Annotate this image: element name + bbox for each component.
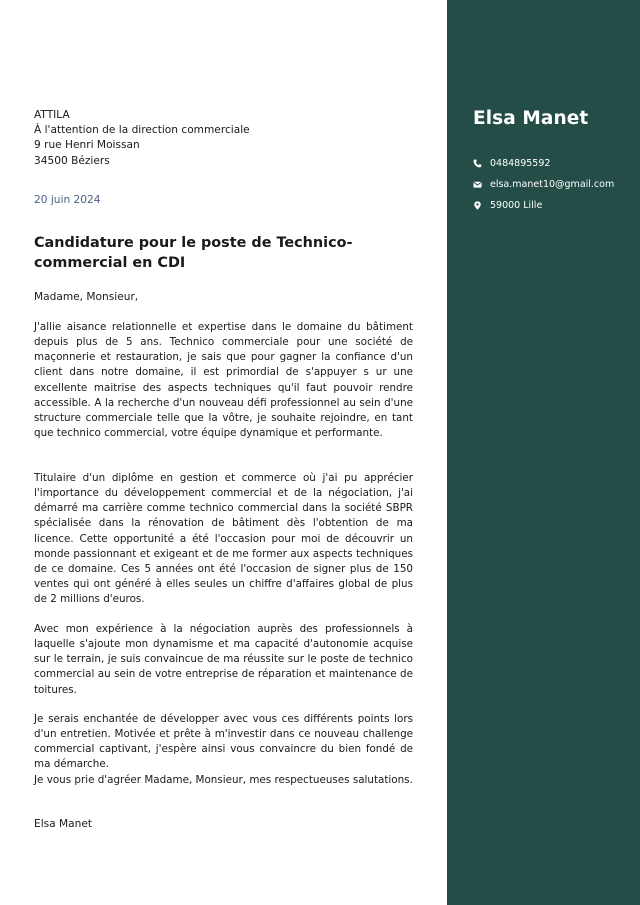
location-pin-icon: [473, 201, 482, 210]
paragraph-3: Avec mon expérience à la négociation auprès des professionnels à laquelle s'ajoute mon dynamisme et ma capacité d'autonomie acquise sur le terrain, je suis convaincue de ma réussite sur le poste de technico commercial au sein de votre entreprise de réparation et maintenance de toitures.: [34, 623, 413, 696]
paragraph-4: Je serais enchantée de développer avec vous ces différents points lors d'un entretien. Motivée et prête à m'investir dans ce nouveau challenge commercial captivant, j'espère ainsi vous convaincre du bien fondé de ma démarche.: [34, 713, 413, 771]
letter-greeting: Madame, Monsieur,: [34, 291, 139, 303]
phone-icon: [473, 159, 482, 168]
envelope-icon: [473, 180, 482, 189]
location-text: 59000 Lille: [490, 199, 543, 211]
contact-phone: [473, 156, 550, 170]
recipient-address: [34, 108, 250, 169]
email-text[interactable]: elsa.manet10@gmail.com: [490, 178, 615, 190]
paragraph-closing: Je vous prie d'agréer Madame, Monsieur, mes respectueuses salutations.: [34, 774, 413, 786]
paragraph-2: Titulaire d'un diplôme en gestion et commerce où j'ai pu apprécier l'importance du développement commercial et de la négociation, j'ai démarré ma carrière comme technico commercial dans la société SBPR spécialisée dans la rénovation de bâtiment dès l'obtention de ma licence. Cette opportunité a été l'occasion pour moi de découvrir un monde passionnant et exigeant et de me former aux aspects techniques de ce domaine. Ces 5 années ont été l'occasion de signer plus de 150 ventes qui ont généré à elles seules un chiffre d'affaires global de plus de 2 millions d'euros.: [34, 472, 413, 606]
contact-location: [473, 198, 542, 212]
recipient-street: 9 rue Henri Moissan: [34, 139, 140, 152]
recipient-attention: À l'attention de la direction commerciale: [34, 124, 250, 137]
signature: Elsa Manet: [34, 818, 93, 830]
paragraph-1: J'allie aisance relationnelle et expertise dans le domaine du bâtiment depuis plus de 5 ans. Technico commerciale pour une société de maçonnerie et restauration, je sais que pour gagner la confiance d'un client dans notre domaine, il est primordial de s'appuyer s ur une excellente maitrise des aspects techniques qu'il faut pouvoir rendre accessible. A la recherche d'un nouveau défi professionnel au sein d'une structure commerciale telle que la vôtre, je souhaite rejoindre, en tant que technico commercial, votre équipe dynamique et performante.: [34, 321, 413, 440]
contact-email: [473, 177, 614, 191]
phone-text[interactable]: 0484895592: [490, 157, 551, 169]
letter-date: 20 juin 2024: [34, 194, 101, 206]
letter-subject: Candidature pour le poste de Technico-commercial en CDI: [34, 235, 353, 271]
recipient-city: 34500 Béziers: [34, 154, 110, 167]
recipient-company: ATTILA: [34, 109, 70, 121]
sender-name: Elsa Manet: [473, 108, 589, 129]
sidebar: [447, 0, 640, 905]
